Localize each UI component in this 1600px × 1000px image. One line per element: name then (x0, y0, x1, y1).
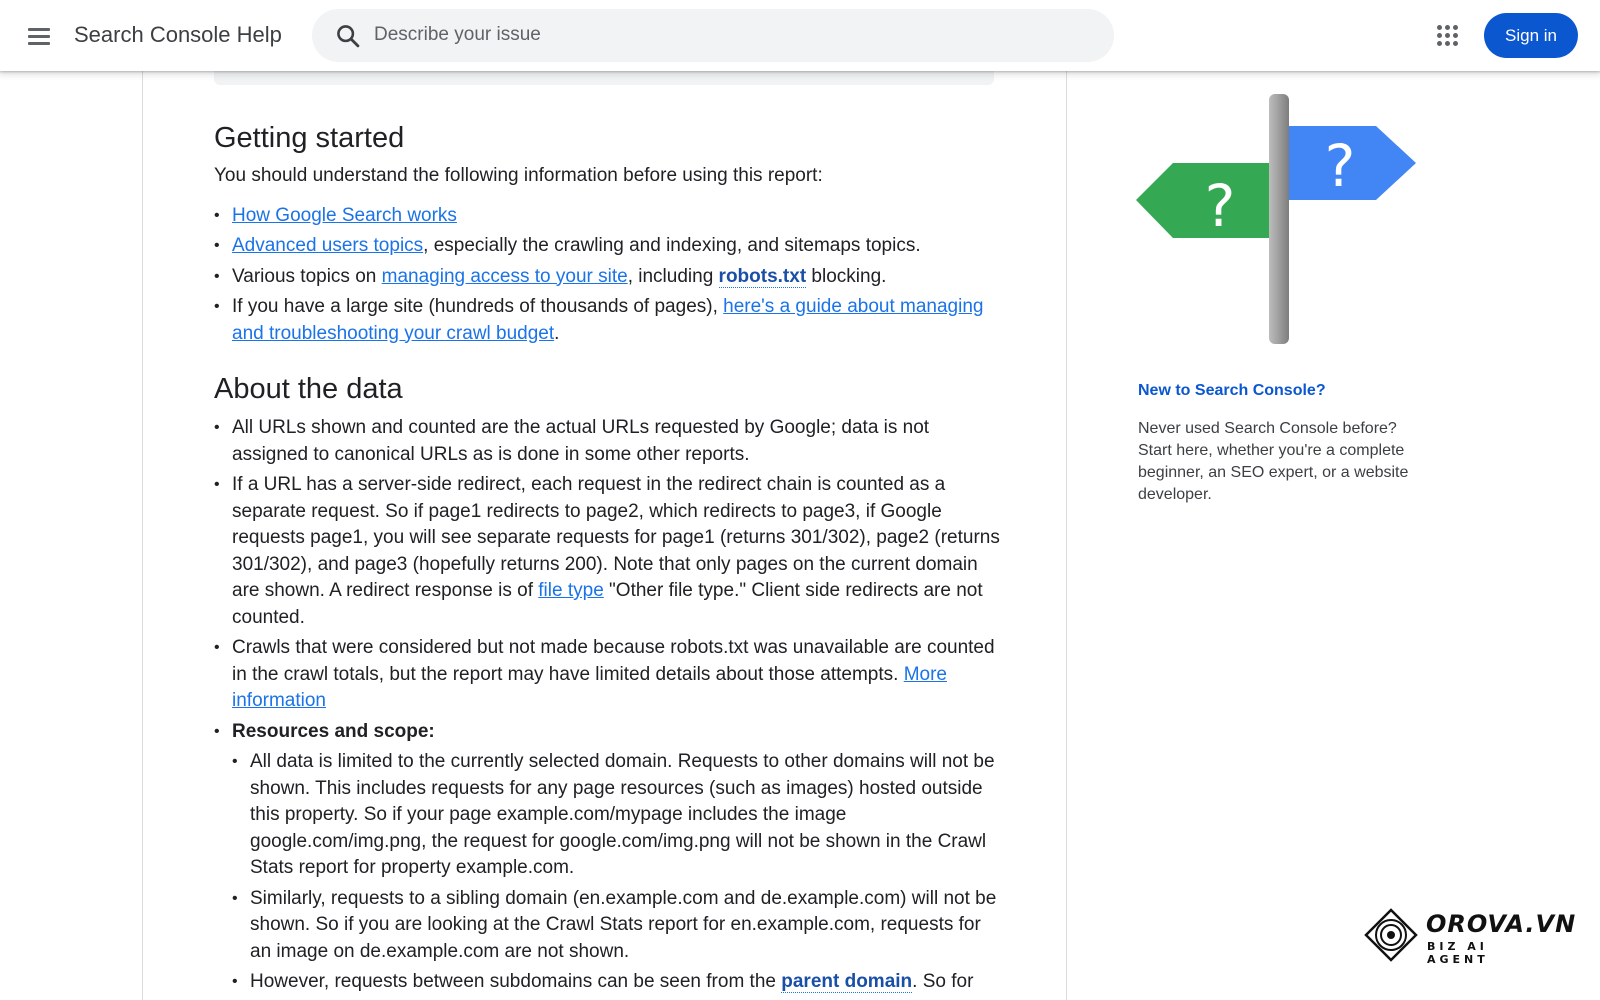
more-information-link[interactable]: More information (232, 663, 947, 711)
list-item: • However, requests between subdomains can be seen from the parent domain. So for (232, 969, 1004, 996)
orova-logo-icon (1364, 908, 1418, 962)
robots-txt-glossary-link[interactable]: robots.txt (718, 265, 807, 287)
svg-text:?: ? (1324, 132, 1356, 200)
sign-in-button[interactable]: Sign in (1484, 13, 1578, 58)
list-item: • Crawls that were considered but not made because robots.txt was unavailable are counted in the crawl totals, but the report may have limited details about those attempts. More information (214, 635, 1004, 715)
search-input[interactable] (374, 19, 1074, 51)
getting-started-list (214, 203, 1004, 348)
search-bar[interactable] (312, 9, 1114, 62)
search-icon[interactable] (334, 22, 362, 50)
managing-access-link[interactable]: managing access to your site (381, 265, 628, 287)
top-app-bar (0, 0, 1600, 71)
watermark-logo (1364, 906, 1577, 966)
getting-started-heading: Getting started (214, 122, 405, 154)
parent-domain-glossary-link[interactable]: parent domain (781, 971, 913, 992)
app-title[interactable]: Search Console Help (74, 22, 282, 47)
list-item: • If a URL has a server-side redirect, each request in the redirect chain is counted as a separate request. So if page1 redirects to page2, which redirects to page3, if Google requests page1, you will see separate requests for page1 (returns 301/302), page2 (returns 301/302), and page3 (hopefully returns 200). Note that only pages on the current domain are shown. A redirect response is of file type "Other file type." Client side redirects are not counted. (214, 472, 1004, 631)
list-item (214, 719, 1004, 996)
list-item: • Similarly, requests to a sibling domain (en.example.com and de.example.com) will not be shown. So if you are looking at the Crawl Stats report for en.example.com, requests for an image on de.example.com are not shown. (232, 886, 1004, 966)
resources-scope-label: Resources and scope: (232, 720, 435, 742)
advanced-topics-link[interactable]: Advanced users topics (232, 235, 424, 256)
sign-pole (1269, 94, 1289, 344)
previous-section-box (214, 71, 994, 85)
apps-grid-icon[interactable] (1436, 24, 1460, 48)
list-item: • If you have a large site (hundreds of thousands of pages), here's a guide about managing and troubleshooting your crawl budget. (214, 294, 1004, 347)
svg-text:?: ? (1204, 172, 1236, 240)
resources-scope-list (232, 749, 1004, 996)
file-type-link[interactable]: file type (538, 580, 604, 601)
how-search-works-link[interactable]: How Google Search works (232, 204, 457, 226)
about-data-list (214, 415, 1004, 996)
menu-icon[interactable] (24, 21, 54, 51)
new-to-search-console-link[interactable]: New to Search Console? (1138, 382, 1326, 399)
sign-left-green (1136, 163, 1269, 238)
crawl-budget-guide-link[interactable]: here's a guide about managing and troubleshooting your crawl budget (232, 296, 984, 344)
list-item (214, 203, 1004, 230)
signpost-icon (1136, 94, 1426, 344)
getting-started-intro: You should understand the following information before using this report: (214, 165, 823, 186)
list-item: • Various topics on managing access to your site, including robots.txt blocking. (214, 264, 1004, 291)
list-item: • All URLs shown and counted are the actual URLs requested by Google; data is not assigned to canonical URLs as is done in some other reports. (214, 415, 1004, 468)
watermark-brand: OROVA.VN (1426, 910, 1577, 938)
article-body (214, 120, 1004, 1000)
list-item: • All data is limited to the currently selected domain. Requests to other domains will not be shown. This includes requests for any page resources (such as images) hosted outside this property. So if your page example.com/mypage includes the image google.com/img.png, the request for google.com/img.png will not be shown in the Crawl Stats report for property example.com. (232, 749, 1004, 882)
list-item: • Advanced users topics, especially the crawling and indexing, and sitemaps topics. (214, 233, 1004, 260)
sidebar-description: Never used Search Console before? Start here, whether you're a complete beginner, an SEO expert, or a website developer. (1138, 420, 1409, 503)
content-divider-right (1066, 71, 1067, 1000)
content-divider-left (142, 71, 143, 1000)
about-data-heading: About the data (214, 373, 403, 405)
watermark-tagline: BIZ AI AGENT (1427, 940, 1489, 966)
